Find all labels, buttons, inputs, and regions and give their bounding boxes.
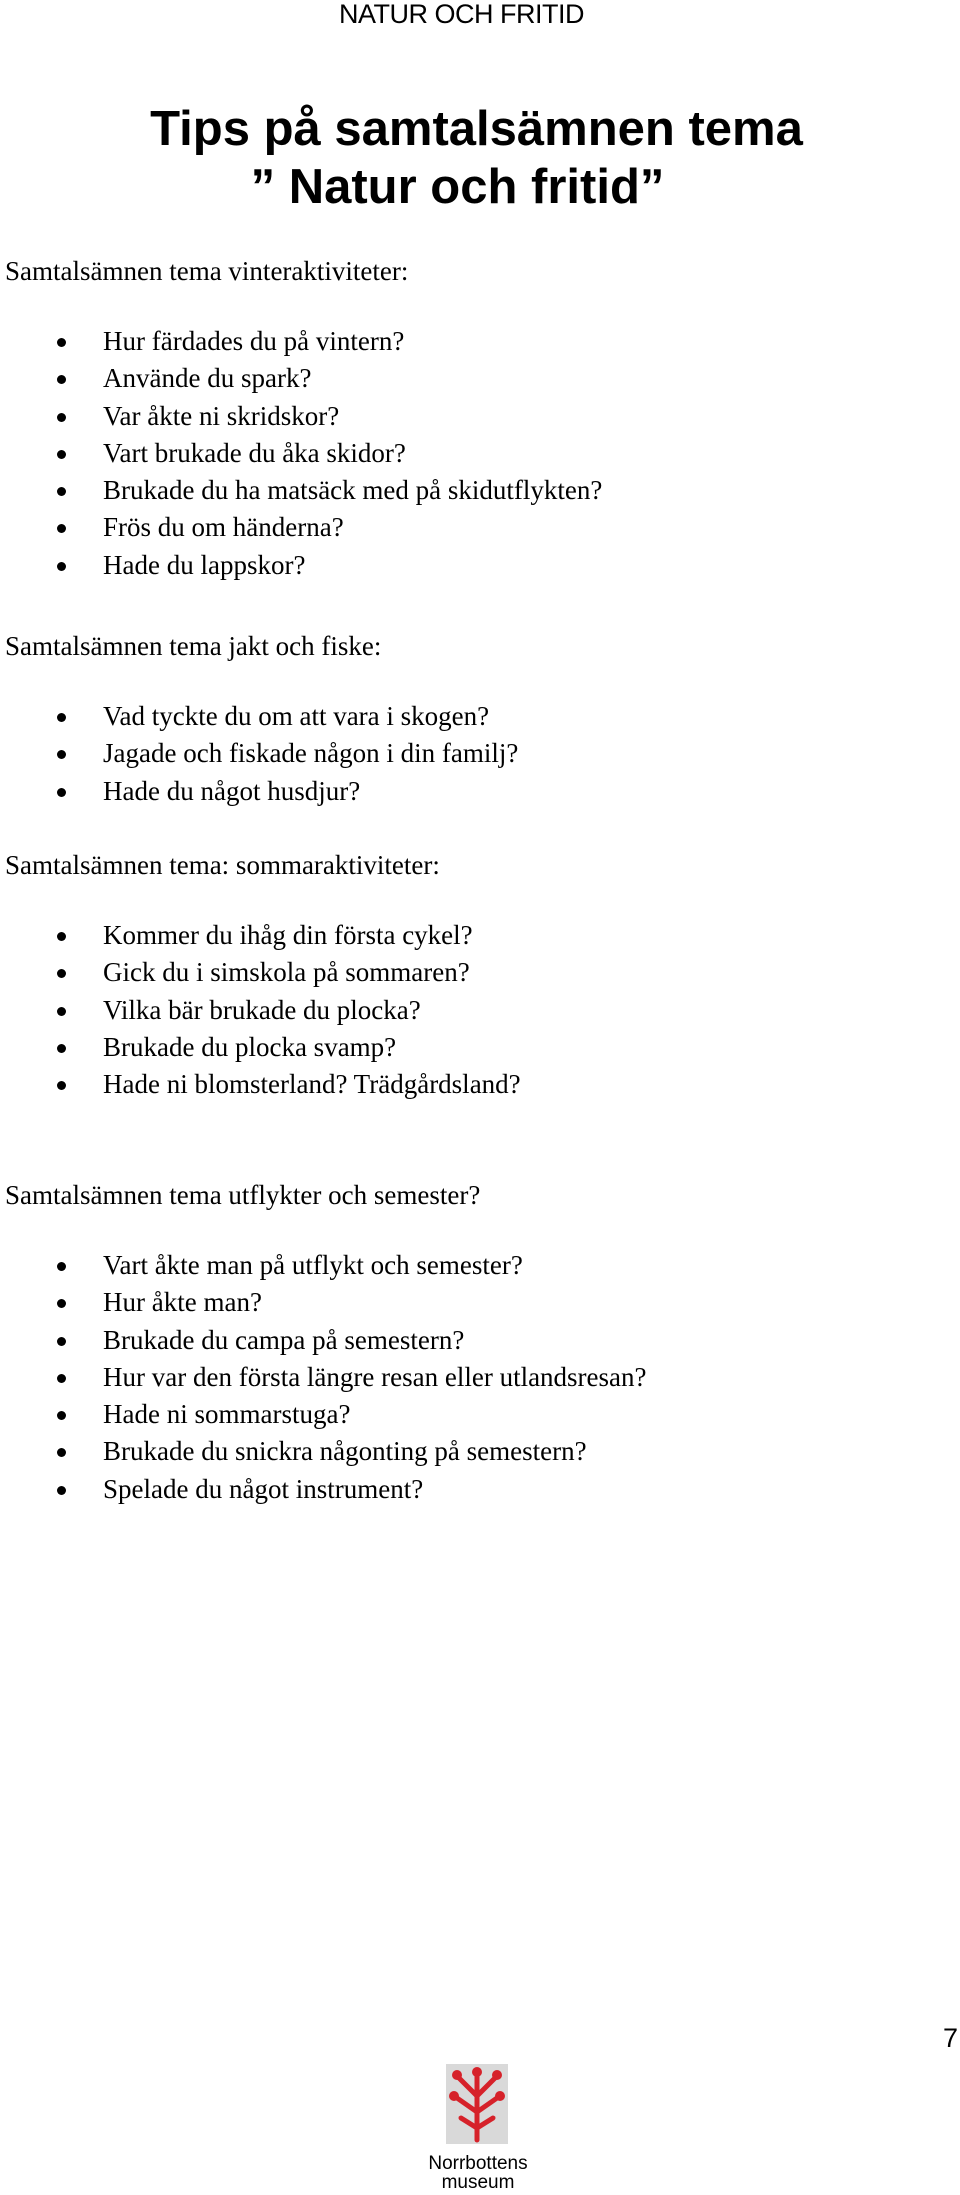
question-list — [5, 698, 518, 810]
page-number: 7 — [943, 2023, 959, 2053]
running-header: NATUR OCH FRITID — [339, 0, 584, 29]
section-heading: Samtalsämnen tema jakt och fiske: — [5, 631, 382, 661]
question-text: Brukade du snickra någonting på semestern? — [103, 1436, 587, 1467]
museum-logo-icon — [411, 2058, 545, 2192]
question-item — [5, 509, 602, 546]
question-text: Frös du om händerna? — [103, 512, 344, 543]
bullet-icon — [57, 450, 66, 459]
question-item — [5, 398, 602, 435]
question-item — [5, 917, 521, 954]
question-item — [5, 472, 602, 509]
question-text: Hade du något husdjur? — [103, 775, 361, 806]
question-item — [5, 323, 602, 360]
question-item — [5, 547, 602, 584]
bullet-icon — [57, 1299, 66, 1308]
question-list — [5, 917, 521, 1103]
question-text: Hur var den första längre resan eller utlandsresan? — [103, 1361, 647, 1392]
bullet-icon — [57, 750, 66, 759]
question-text: Hade du lappskor? — [103, 549, 306, 580]
question-item — [5, 773, 518, 810]
question-text: Vad tyckte du om att vara i skogen? — [103, 701, 490, 731]
bullet-icon — [57, 1007, 66, 1016]
question-text: Var åkte ni skridskor? — [103, 400, 340, 431]
bullet-icon — [57, 788, 66, 797]
question-item — [5, 954, 521, 991]
question-item — [5, 1322, 647, 1359]
bullet-icon — [57, 1262, 66, 1271]
question-item — [5, 435, 602, 472]
question-item — [5, 1359, 647, 1396]
bullet-icon — [57, 1374, 66, 1383]
section-hunting-fishing — [5, 631, 519, 806]
question-text: Hur färdades du på vintern? — [103, 326, 405, 356]
question-text: Vart brukade du åka skidor? — [103, 437, 406, 468]
section-heading: Samtalsämnen tema utflykter och semester? — [5, 1180, 481, 1210]
question-item — [5, 1433, 647, 1470]
bullet-icon — [57, 375, 66, 384]
bullet-icon — [57, 932, 66, 941]
question-item — [5, 1066, 521, 1103]
section-trips-vacation — [5, 1180, 647, 1504]
bullet-icon — [57, 1448, 66, 1457]
question-text: Använde du spark? — [103, 363, 312, 394]
question-text: Brukade du plocka svamp? — [103, 1031, 397, 1062]
question-item — [5, 360, 602, 397]
page-title-line-1: Tips på samtalsämnen tema — [150, 102, 803, 156]
question-item — [5, 735, 518, 772]
logo-text-line-1: Norrbottens — [428, 2153, 528, 2174]
question-item — [5, 992, 521, 1029]
question-text: Kommer du ihåg din första cykel? — [103, 920, 473, 950]
bullet-icon — [57, 338, 66, 347]
norrbottens-museum-logo — [411, 2058, 545, 2192]
bullet-icon — [57, 1486, 66, 1495]
bullet-icon — [57, 413, 66, 422]
question-text: Hade ni sommarstuga? — [103, 1399, 351, 1430]
question-item — [5, 1396, 647, 1433]
question-list — [5, 1247, 647, 1508]
page-title-line-2: ” Natur och fritid” — [250, 160, 665, 214]
question-text: Vilka bär brukade du plocka? — [103, 994, 421, 1025]
question-text: Brukade du ha matsäck med på skidutflykten? — [103, 475, 603, 506]
bullet-icon — [57, 713, 66, 722]
question-item — [5, 1284, 647, 1321]
bullet-icon — [57, 562, 66, 571]
bullet-icon — [57, 524, 66, 533]
question-list — [5, 323, 602, 584]
bullet-icon — [57, 1411, 66, 1420]
bullet-icon — [57, 1337, 66, 1346]
page-title — [0, 100, 960, 216]
question-text: Jagade och fiskade någon i din familj? — [103, 738, 519, 769]
bullet-icon — [57, 1044, 66, 1053]
bullet-icon — [57, 969, 66, 978]
question-text: Spelade du något instrument? — [103, 1473, 424, 1504]
section-winter-activities — [5, 256, 603, 580]
logo-text-line-2: museum — [441, 2172, 515, 2192]
bullet-icon — [57, 1081, 66, 1090]
question-text: Gick du i simskola på sommaren? — [103, 957, 470, 988]
section-summer-activities — [5, 850, 521, 1100]
bullet-icon — [57, 487, 66, 496]
question-text: Vart åkte man på utflykt och semester? — [103, 1250, 523, 1280]
question-text: Brukade du campa på semestern? — [103, 1324, 465, 1355]
question-text: Hur åkte man? — [103, 1287, 262, 1318]
question-item — [5, 1029, 521, 1066]
question-item — [5, 698, 518, 735]
question-item — [5, 1471, 647, 1508]
question-item — [5, 1247, 647, 1284]
section-heading: Samtalsämnen tema: sommaraktiviteter: — [5, 850, 440, 880]
question-text: Hade ni blomsterland? Trädgårdsland? — [103, 1069, 521, 1100]
section-heading: Samtalsämnen tema vinteraktiviteter: — [5, 256, 409, 286]
